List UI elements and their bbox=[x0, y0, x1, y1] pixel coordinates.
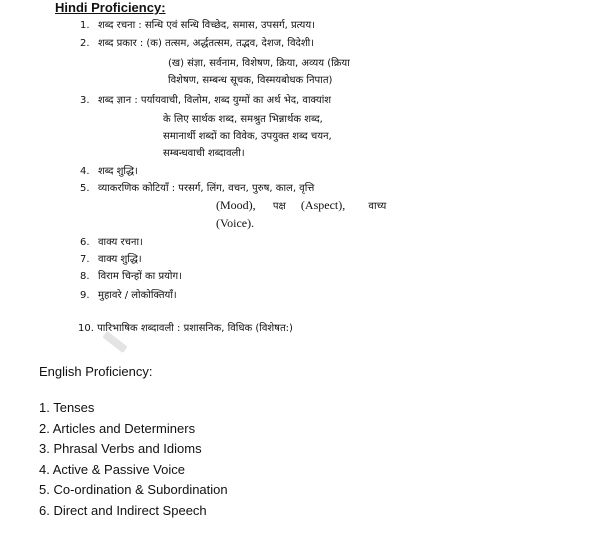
watermark-mark bbox=[102, 331, 127, 353]
item-number: 4. bbox=[80, 166, 90, 177]
hindi-item-3-cont-3: सम्बन्धवाची शब्दावली। bbox=[163, 148, 245, 159]
item-text: शब्द शुद्धि। bbox=[98, 166, 138, 177]
vachya-term: वाच्य bbox=[368, 201, 387, 212]
hindi-item-5 bbox=[80, 182, 314, 195]
list-item: 6. Direct and Indirect Speech bbox=[39, 502, 207, 518]
item-text: शब्द रचना : सन्धि एवं सन्धि विच्छेद, समास, उपसर्ग, प्रत्यय। bbox=[98, 20, 315, 31]
item-text: शब्द प्रकार : (क) तत्सम, अर्द्धतत्सम, तद्भव, देशज, विदेशी। bbox=[98, 38, 315, 49]
item-number: 9. bbox=[80, 290, 90, 301]
list-item: 2. Articles and Determiners bbox=[39, 420, 196, 436]
aspect-term: (Aspect), bbox=[300, 198, 346, 212]
hindi-proficiency-heading: Hindi Proficiency: bbox=[55, 0, 166, 15]
list-item: 5. Co-ordination & Subordination bbox=[39, 482, 228, 497]
list-item: 1. Tenses bbox=[39, 400, 95, 415]
voice-term: (Voice). bbox=[216, 216, 255, 230]
hindi-item-2 bbox=[80, 37, 314, 50]
mood-term: (Mood), bbox=[216, 198, 256, 212]
item-number: 6. bbox=[80, 237, 90, 248]
paksh-term: पक्ष bbox=[272, 201, 286, 212]
hindi-item-3 bbox=[80, 94, 331, 107]
hindi-item-9 bbox=[80, 289, 177, 302]
item-text: व्याकरणिक कोटियाँ : परसर्ग, लिंग, वचन, पुरुष, काल, वृत्ति bbox=[98, 183, 315, 194]
item-number: 2. bbox=[80, 38, 90, 49]
item-number: 1. bbox=[80, 20, 90, 31]
item-text: शब्द ज्ञान : पर्यायवाची, विलोम, शब्द युग्मों का अर्थ भेद, वाक्यांश bbox=[98, 95, 332, 106]
item-text: मुहावरे / लोकोक्तियाँ। bbox=[98, 290, 177, 301]
hindi-item-3-cont-2: समानार्थी शब्दों का विवेक, उपयुक्त शब्द चयन, bbox=[163, 131, 332, 142]
item-text: विराम चिन्हों का प्रयोग। bbox=[98, 271, 182, 282]
item-text: वाक्य रचना। bbox=[98, 237, 143, 248]
item-number: 8. bbox=[80, 271, 90, 282]
hindi-item-4 bbox=[80, 165, 138, 178]
item-number: 5. bbox=[80, 183, 90, 194]
english-proficiency-heading: English Proficiency: bbox=[39, 364, 153, 379]
hindi-item-3-cont-1: के लिए सार्थक शब्द, समश्रुत भिन्नार्थक शब्द, bbox=[163, 114, 323, 125]
hindi-item-10: 10. पारिभाषिक शब्दावली : प्रशासनिक, विधिक (विशेषत:) bbox=[78, 323, 293, 334]
hindi-item-2-cont-1: (ख) संज्ञा, सर्वनाम, विशेषण, क्रिया, अव्यय (क्रिया bbox=[168, 58, 350, 69]
hindi-item-5-line-2 bbox=[216, 198, 386, 213]
hindi-item-1 bbox=[80, 19, 315, 32]
english-topic-list bbox=[39, 398, 228, 521]
item-number: 3. bbox=[80, 95, 90, 106]
list-item: 4. Active & Passive Voice bbox=[39, 461, 185, 477]
list-item: 3. Phrasal Verbs and Idioms bbox=[39, 441, 202, 456]
item-text: वाक्य शुद्धि। bbox=[98, 254, 142, 265]
hindi-item-7 bbox=[80, 253, 142, 266]
hindi-item-2-cont-2: विशेषण, सम्बन्ध सूचक, विस्मयबोधक निपात) bbox=[168, 75, 333, 86]
item-number: 7. bbox=[80, 254, 90, 265]
hindi-item-8 bbox=[80, 270, 182, 283]
hindi-item-6 bbox=[80, 236, 143, 249]
